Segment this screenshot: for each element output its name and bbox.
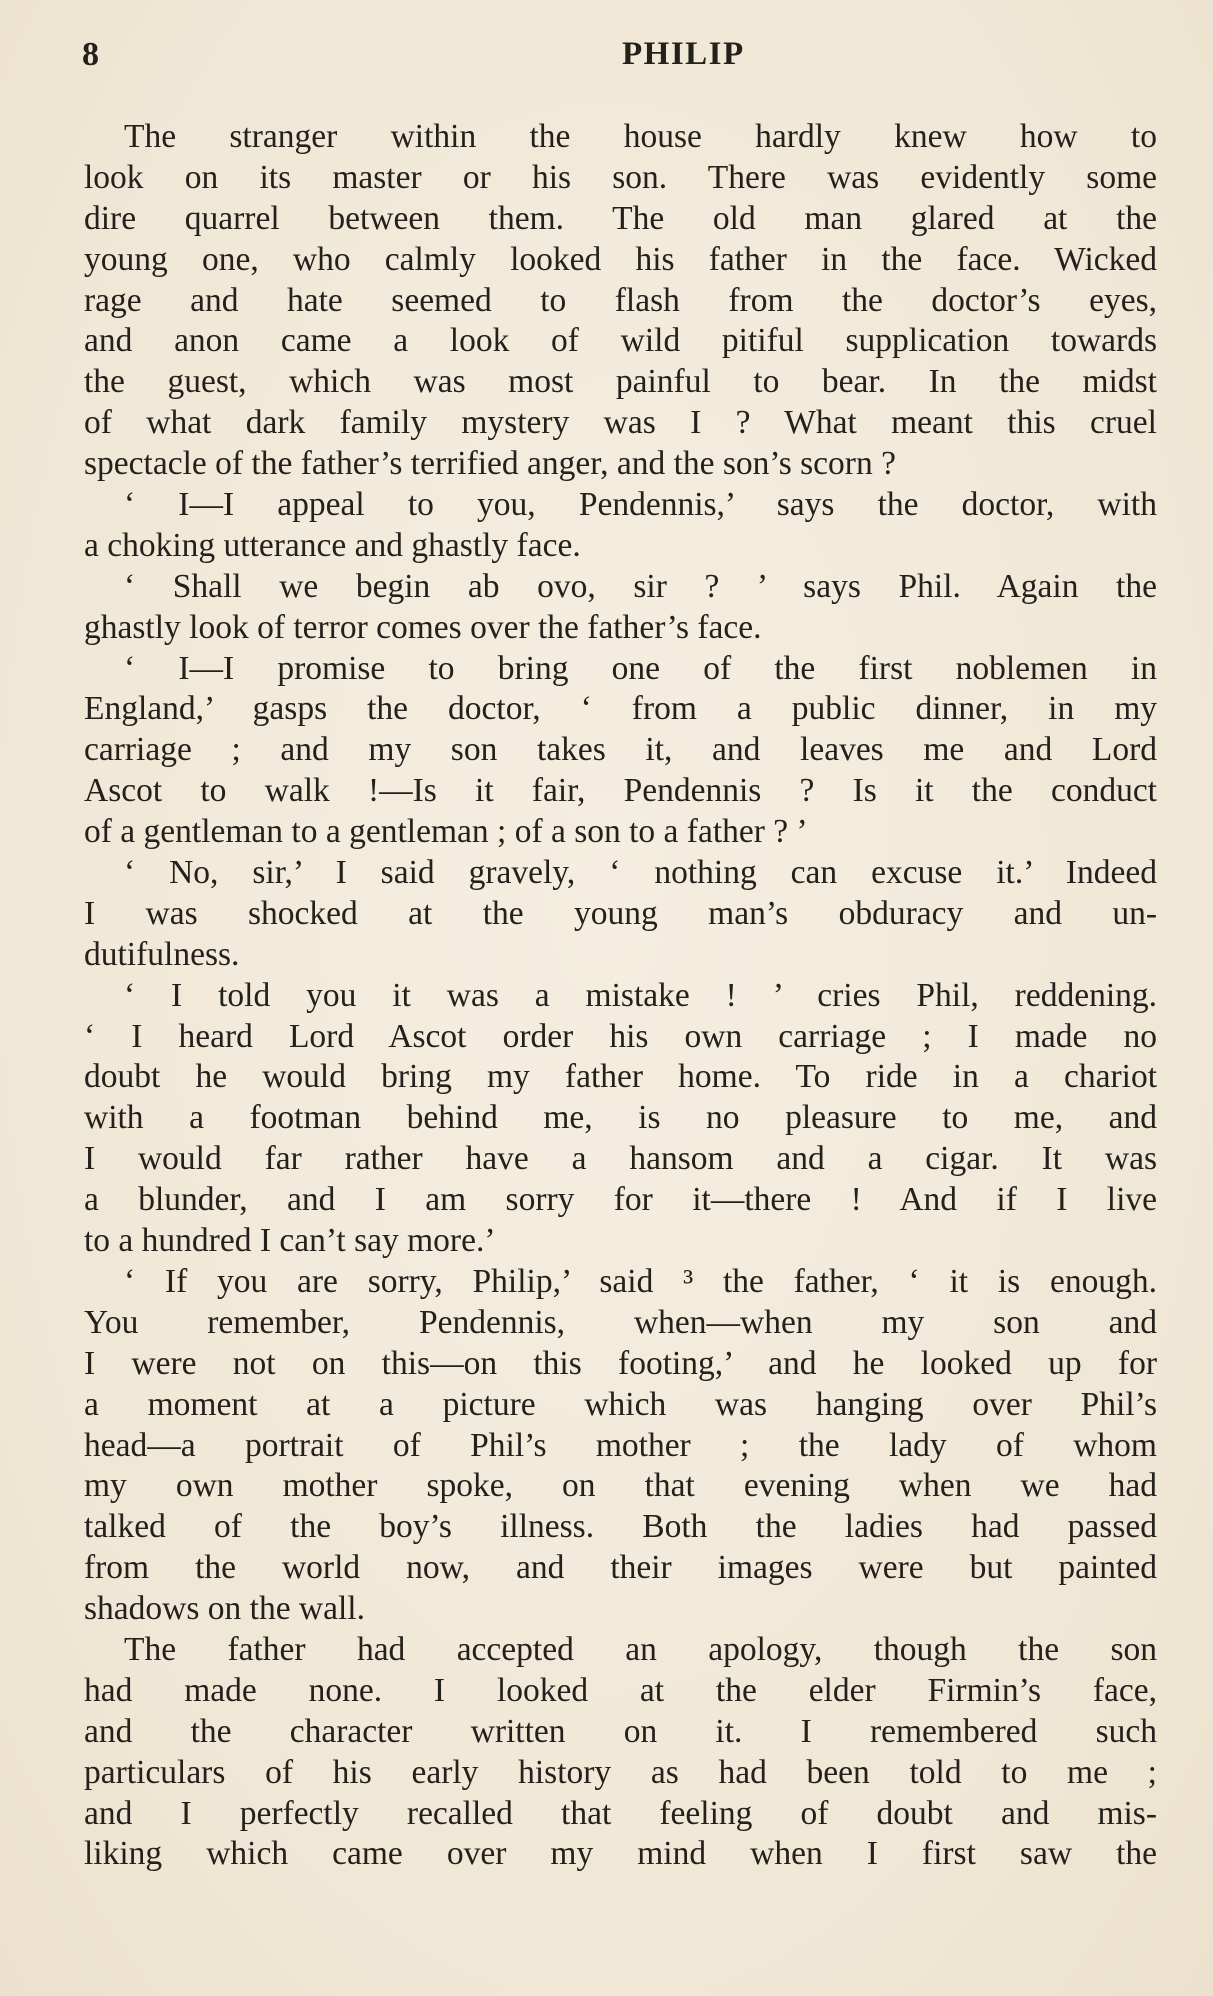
text-line: I were not on this—on this footing,’ and he looked up for — [84, 1344, 1157, 1382]
running-title: PHILIP — [622, 36, 745, 72]
text-line: a blunder, and I am sorry for it—there ! And if I live — [84, 1181, 1157, 1219]
text-line: had made none. I looked at the elder Firmin’s face, — [84, 1671, 1157, 1709]
text-line: The stranger within the house hardly knew how to — [124, 118, 1157, 155]
text-line: shadows on the wall. — [84, 1590, 365, 1628]
text-line: England,’ gasps the doctor, ‘ from a public dinner, in my — [84, 690, 1157, 728]
text-line: ‘ I told you it was a mistake ! ’ cries Phil, reddening. — [124, 976, 1157, 1014]
text-line: doubt he would bring my father home. To ride in a chariot — [84, 1058, 1157, 1096]
text-line: and anon came a look of wild pitiful supplication towards — [84, 322, 1157, 360]
text-line: spectacle of the father’s terrified anger, and the son’s scorn ? — [84, 445, 896, 483]
text-line: ‘ If you are sorry, Philip,’ said ³ the father, ‘ it is enough. — [124, 1262, 1157, 1300]
text-line: I would far rather have a hansom and a cigar. It was — [84, 1140, 1157, 1178]
text-line: the guest, which was most painful to bear. In the midst — [84, 363, 1157, 401]
text-line: talked of the boy’s illness. Both the ladies had passed — [84, 1508, 1157, 1546]
text-line: to a hundred I can’t say more.’ — [84, 1222, 496, 1260]
page-header — [82, 36, 1160, 84]
text-line: Ascot to walk !—Is it fair, Pendennis ? Is it the conduct — [84, 772, 1157, 810]
text-line: You remember, Pendennis, when—when my son and — [84, 1303, 1157, 1341]
text-line: dutifulness. — [84, 935, 240, 973]
text-line: young one, who calmly looked his father in the face. Wicked — [84, 240, 1157, 278]
text-line: and I perfectly recalled that feeling of doubt and mis- — [84, 1794, 1157, 1832]
text-line: ‘ I heard Lord Ascot order his own carriage ; I made no — [84, 1017, 1157, 1055]
text-line: look on its master or his son. There was evidently some — [84, 158, 1157, 196]
text-line: ‘ Shall we begin ab ovo, sir ? ’ says Phil. Again the — [124, 567, 1157, 605]
text-line: and the character written on it. I remembered such — [84, 1712, 1157, 1750]
text-line: carriage ; and my son takes it, and leaves me and Lord — [84, 731, 1157, 769]
text-line: with a footman behind me, is no pleasure to me, and — [84, 1099, 1157, 1137]
text-line: of what dark family mystery was I ? What meant this cruel — [84, 404, 1157, 442]
text-line: from the world now, and their images were but painted — [84, 1549, 1157, 1587]
text-line: head—a portrait of Phil’s mother ; the lady of whom — [84, 1426, 1157, 1464]
text-line: ‘ I—I promise to bring one of the first noblemen in — [124, 649, 1157, 687]
text-line: rage and hate seemed to flash from the doctor’s eyes, — [84, 281, 1157, 319]
text-line: particulars of his early history as had been told to me ; — [84, 1753, 1157, 1791]
text-line: ‘ No, sir,’ I said gravely, ‘ nothing can excuse it.’ Indeed — [124, 854, 1157, 892]
page-number: 8 — [82, 36, 100, 73]
text-line: ‘ I—I appeal to you, Pendennis,’ says the doctor, with — [124, 486, 1157, 524]
text-line: of a gentleman to a gentleman ; of a son to a father ? ’ — [84, 813, 808, 851]
text-line: my own mother spoke, on that evening when we had — [84, 1467, 1157, 1505]
text-line: The father had accepted an apology, though the son — [124, 1630, 1157, 1668]
text-line: ghastly look of terror comes over the father’s face. — [84, 608, 762, 646]
text-line: I was shocked at the young man’s obduracy and un- — [84, 894, 1157, 932]
text-line: a moment at a picture which was hanging over Phil’s — [84, 1385, 1157, 1423]
text-line: a choking utterance and ghastly face. — [84, 526, 581, 564]
text-line: dire quarrel between them. The old man glared at the — [84, 199, 1157, 237]
body-text — [84, 117, 1157, 1875]
text-line: liking which came over my mind when I first saw the — [84, 1835, 1157, 1873]
